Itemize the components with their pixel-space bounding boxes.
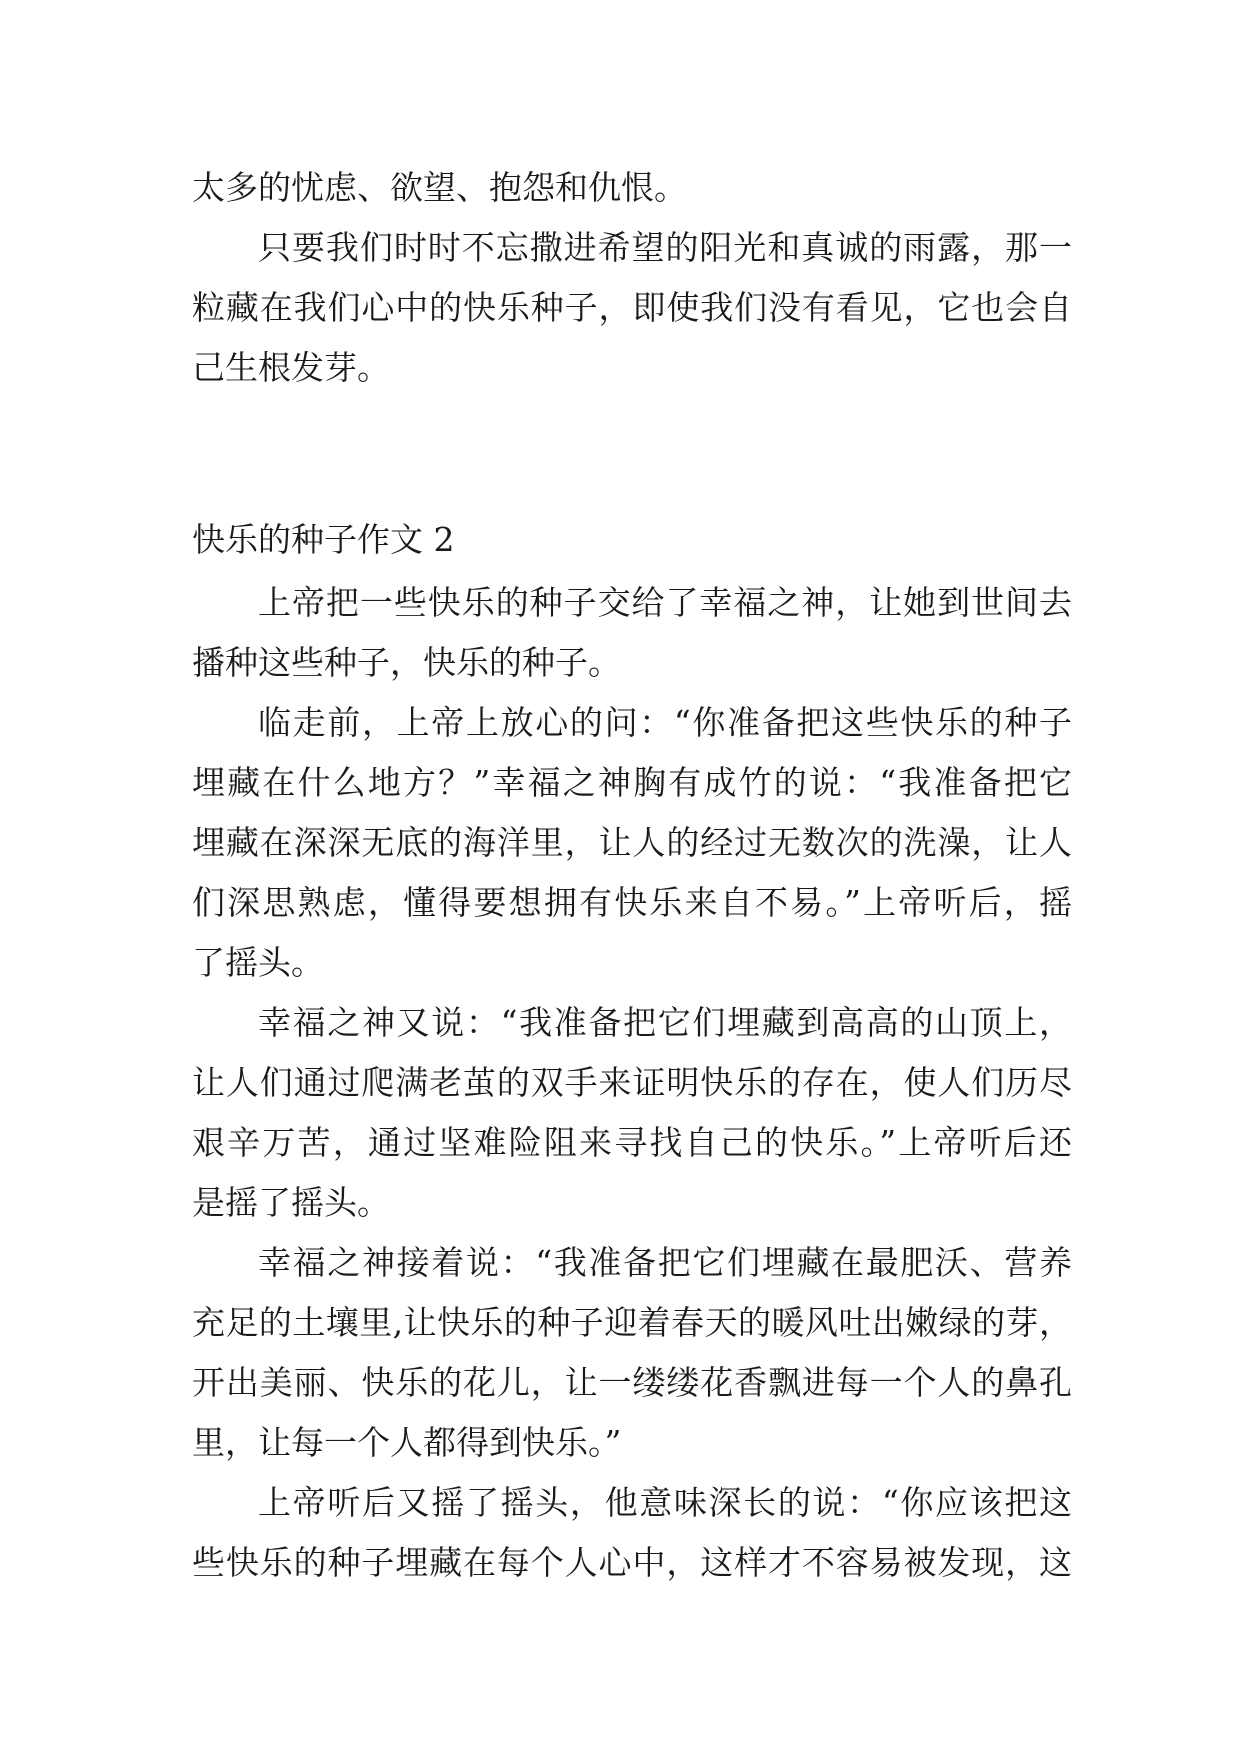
paragraph-first-line: 只要我们时时不忘撒进希望的阳光和真诚的雨露，那一	[258, 228, 1072, 267]
text-line: 充足的土壤里,让快乐的种子迎着春天的暖风吐出嫩绿的芽，	[192, 1303, 1072, 1342]
text-line: 是摇了摇头。	[192, 1183, 390, 1222]
text-line: 己生根发芽。	[192, 348, 390, 387]
paragraph-first-line: 临走前，上帝上放心的问：“你准备把这些快乐的种子	[258, 703, 1072, 742]
text-line: 播种这些种子，快乐的种子。	[192, 643, 621, 682]
text-line: 太多的忧虑、欲望、抱怨和仇恨。	[192, 168, 687, 207]
text-line: 开出美丽、快乐的花儿，让一缕缕花香飘进每一个人的鼻孔	[192, 1363, 1072, 1402]
text-line: 粒藏在我们心中的快乐种子，即使我们没有看见，它也会自	[192, 288, 1072, 327]
paragraph-first-line: 上帝听后又摇了摇头，他意味深长的说：“你应该把这	[258, 1483, 1072, 1522]
paragraph-first-line: 幸福之神接着说：“我准备把它们埋藏在最肥沃、营养	[258, 1243, 1072, 1282]
text-line: 让人们通过爬满老茧的双手来证明快乐的存在，使人们历尽	[192, 1063, 1072, 1102]
paragraph-first-line: 上帝把一些快乐的种子交给了幸福之神，让她到世间去	[258, 583, 1072, 622]
text-line: 们深思熟虑，懂得要想拥有快乐来自不易。”上帝听后，摇	[192, 883, 1072, 922]
section-heading: 快乐的种子作文 2	[192, 520, 455, 559]
text-line: 里，让每一个人都得到快乐。”	[192, 1423, 622, 1462]
text-line: 艰辛万苦，通过坚难险阻来寻找自己的快乐。”上帝听后还	[192, 1123, 1072, 1162]
text-line: 埋藏在什么地方？”幸福之神胸有成竹的说：“我准备把它	[192, 763, 1072, 802]
paragraph-first-line: 幸福之神又说：“我准备把它们埋藏到高高的山顶上，	[258, 1003, 1072, 1042]
text-line: 了摇头。	[192, 943, 324, 982]
text-line: 些快乐的种子埋藏在每个人心中，这样才不容易被发现，这	[192, 1543, 1072, 1582]
text-line: 埋藏在深深无底的海洋里，让人的经过无数次的洗澡，让人	[192, 823, 1072, 862]
